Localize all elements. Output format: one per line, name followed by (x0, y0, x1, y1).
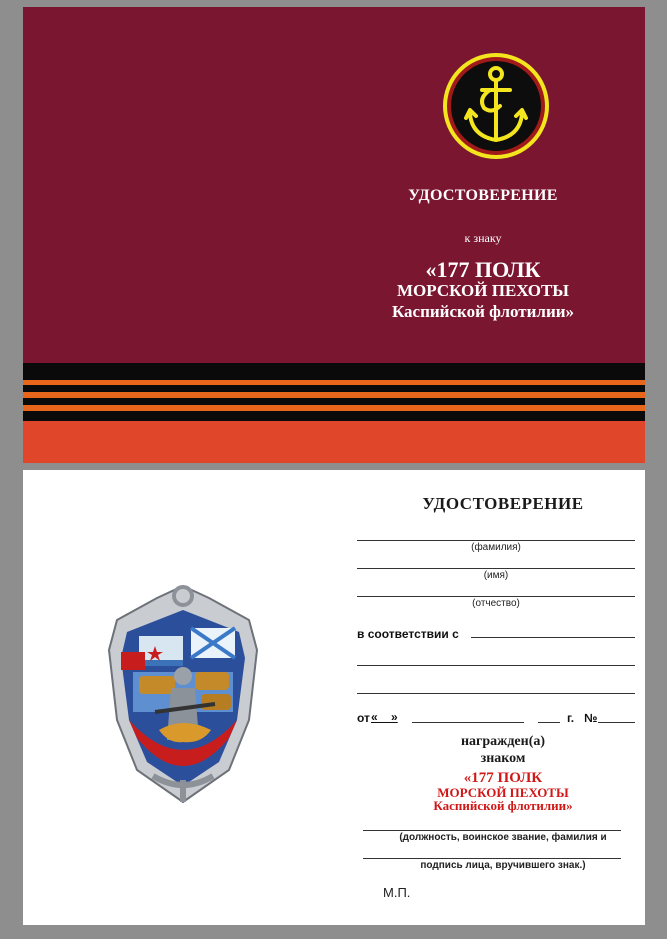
number-label: № (584, 711, 598, 725)
anchor-icon (442, 52, 550, 160)
awarded-line2: знаком (480, 751, 526, 766)
regiment-badge-icon (99, 580, 267, 810)
cover-subtitle: к знаку (464, 231, 502, 245)
accordance-field[interactable] (471, 637, 635, 638)
date-month-field[interactable] (412, 722, 524, 723)
accordance-label: в соответствии с (357, 627, 459, 641)
signature-caption1: (должность, воинское звание, фамилия и (399, 832, 607, 843)
date-from-label: от (357, 711, 370, 725)
stamp-label: М.П. (383, 885, 411, 900)
st-george-ribbon (23, 363, 645, 463)
awarded-line1: награжден(а) (460, 734, 546, 749)
date-year-field[interactable] (538, 722, 560, 723)
year-label: г. (567, 711, 575, 725)
signature-field-2[interactable] (363, 858, 621, 859)
patronymic-field[interactable] (357, 596, 635, 597)
patronymic-caption: (отчество) (472, 598, 520, 609)
certificate-form-page (23, 470, 645, 925)
accordance-field-3[interactable] (357, 693, 635, 694)
cover-badge-name (323, 259, 643, 322)
surname-field[interactable] (357, 540, 635, 541)
cover-name-line1: «177 ПОЛК (425, 257, 541, 282)
name-field[interactable] (357, 568, 635, 569)
cover-name-line2: МОРСКОЙ ПЕХОТЫ (397, 281, 569, 300)
form-title: УДОСТОВЕРЕНИЕ (422, 494, 584, 513)
badge-name-line2: МОРСКОЙ ПЕХОТЫ (437, 785, 569, 800)
signature-caption2: подпись лица, вручившего знак.) (420, 860, 586, 871)
accordance-field-2[interactable] (357, 665, 635, 666)
name-caption: (имя) (483, 570, 509, 581)
badge-name-line3: Каспийской флотилии» (433, 798, 573, 813)
number-field[interactable] (598, 722, 635, 723)
date-day-field[interactable]: « » (371, 710, 398, 724)
cover-name-line3: Каспийской флотилии» (391, 302, 575, 321)
badge-name-line1: «177 ПОЛК (463, 770, 543, 786)
cover-title: УДОСТОВЕРЕНИЕ (408, 187, 558, 204)
signature-field[interactable] (363, 830, 621, 831)
surname-caption: (фамилия) (471, 542, 521, 553)
certificate-cover (23, 7, 645, 463)
